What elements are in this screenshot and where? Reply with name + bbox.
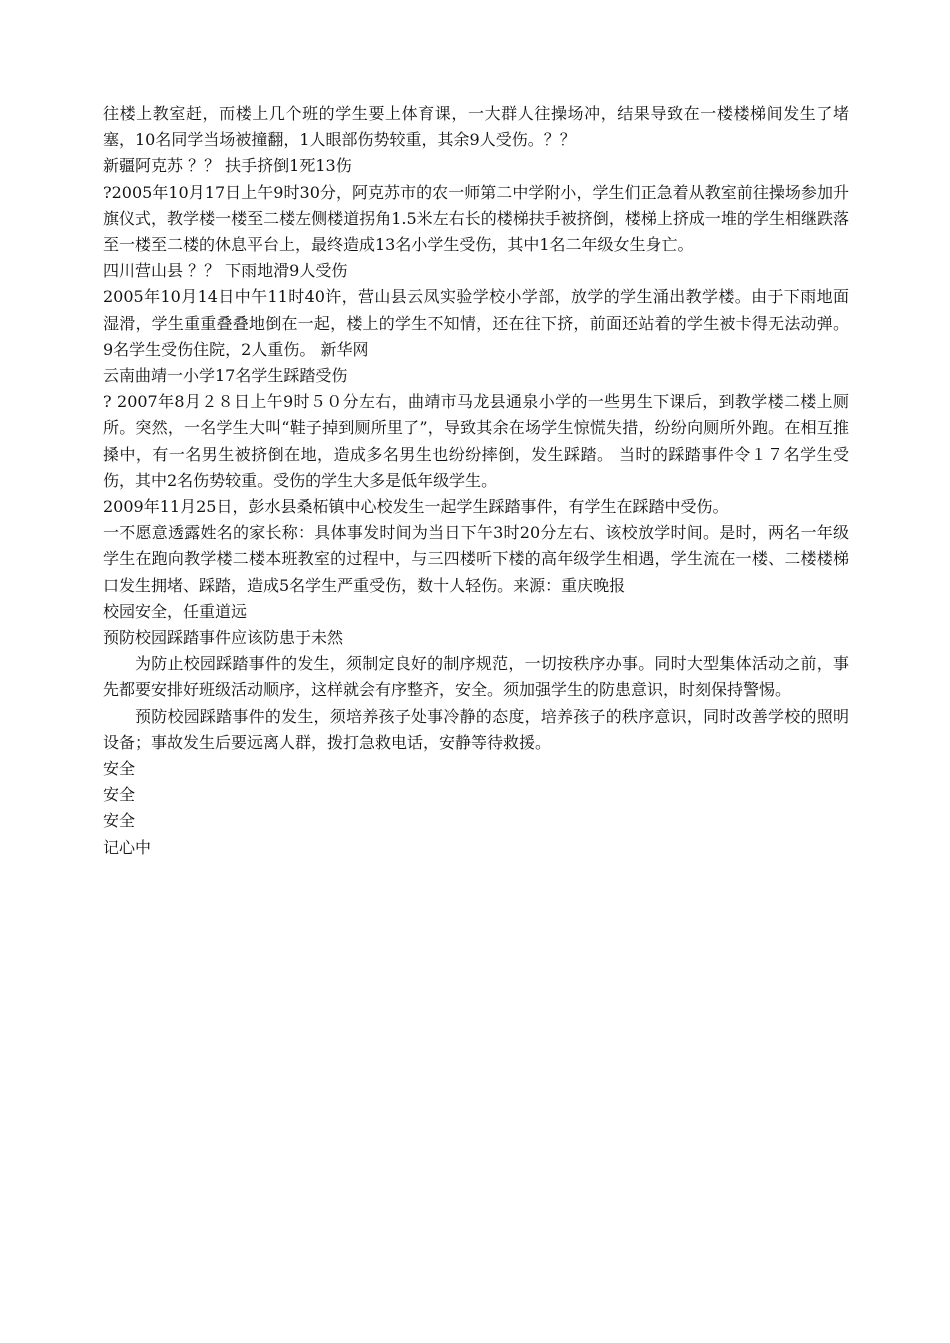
- slogan-line-1: 安全: [103, 759, 136, 779]
- document-page: [103, 101, 849, 861]
- slogan-line-3: 安全: [103, 811, 136, 831]
- paragraph-aksu-incident: ?2005年10月17日上午9时30分，阿克苏市的农一师第二中学附小，学生们正急着从教室前往操场参加升旗仪式，教学楼一楼至二楼左侧楼道拐角1.5米左右长的楼梯扶手被挤倒，楼梯上挤成一堆的学生相继跌落至一楼至二楼的休息平台上，最终造成13名小学生受伤，其中1名二年级女生身亡。: [103, 182, 849, 255]
- paragraph-prevention-attitude: 预防校园踩踏事件的发生，须培养孩子处事冷静的态度，培养孩子的秩序意识，同时改善学校的照明设备；事故发生后要远离人群，拨打急救电话，安静等待救援。: [103, 706, 849, 752]
- paragraph-pengshui-details: 一不愿意透露姓名的家长称：具体事发时间为当日下午3时20分左右、该校放学时间。是时，两名一年级学生在跑向教学楼二楼本班教室的过程中，与三四楼听下楼的高年级学生相遇，学生流在一楼、二楼楼梯口发生拥堵、踩踏，造成5名学生严重受伤，数十人轻伤。来源：重庆晚报: [103, 523, 849, 595]
- heading-yunnan-qujing: 云南曲靖一小学17名学生踩踏受伤: [103, 366, 348, 386]
- paragraph-prevention-rules: 为防止校园踩踏事件的发生，须制定良好的制序规范，一切按秩序办事。同时大型集体活动之前，事先都要安排好班级活动顺序，这样就会有序整齐，安全。须加强学生的防患意识，时刻保持警惕。: [103, 654, 849, 700]
- paragraph-qujing-incident: ? 2007年8月２８日上午9时５０分左右，曲靖市马龙县通泉小学的一些男生下课后，到教学楼二楼上厕所。突然，一名学生大叫“鞋子掉到厕所里了”，导致其余在场学生惊慌失措，纷纷向厕所外跑。在相互推搡中，有一名男生被挤倒在地，造成多名男生也纷纷摔倒，发生踩踏。 当时的踩踏事件令１７名学生受伤，其中2名伤势较重。受伤的学生大多是低年级学生。: [103, 392, 849, 490]
- heading-prevention: 预防校园踩踏事件应该防患于未然: [103, 628, 344, 648]
- heading-sichuan-yingshan: 四川营山县 ？？ 下雨地滑9人受伤: [103, 261, 348, 281]
- paragraph-pengshui-intro: 2009年11月25日，彭水县桑柘镇中心校发生一起学生踩踏事件，有学生在踩踏中受伤。: [103, 497, 729, 517]
- heading-xinjiang-aksu: 新疆阿克苏 ？？ 扶手挤倒1死13伤: [103, 156, 352, 176]
- slogan-line-2: 安全: [103, 785, 136, 805]
- paragraph-stampede-stairwell-blockage: 往楼上教室赶，而楼上几个班的学生要上体育课，一大群人往操场冲，结果导致在一楼楼梯间发生了堵塞，10名同学当场被撞翻，1人眼部伤势较重，其余9人受伤。？？: [103, 104, 849, 150]
- heading-campus-safety: 校园安全，任重道远: [103, 601, 248, 621]
- slogan-line-4: 记心中: [103, 837, 152, 857]
- paragraph-yingshan-incident: 2005年10月14日中午11时40许，营山县云凤实验学校小学部，放学的学生涌出教学楼。由于下雨地面湿滑，学生重重叠叠地倒在一起，楼上的学生不知情，还在往下挤，前面还站着的学生被卡得无法动弹。9名学生受伤住院，2人重伤。 新华网: [103, 287, 849, 359]
